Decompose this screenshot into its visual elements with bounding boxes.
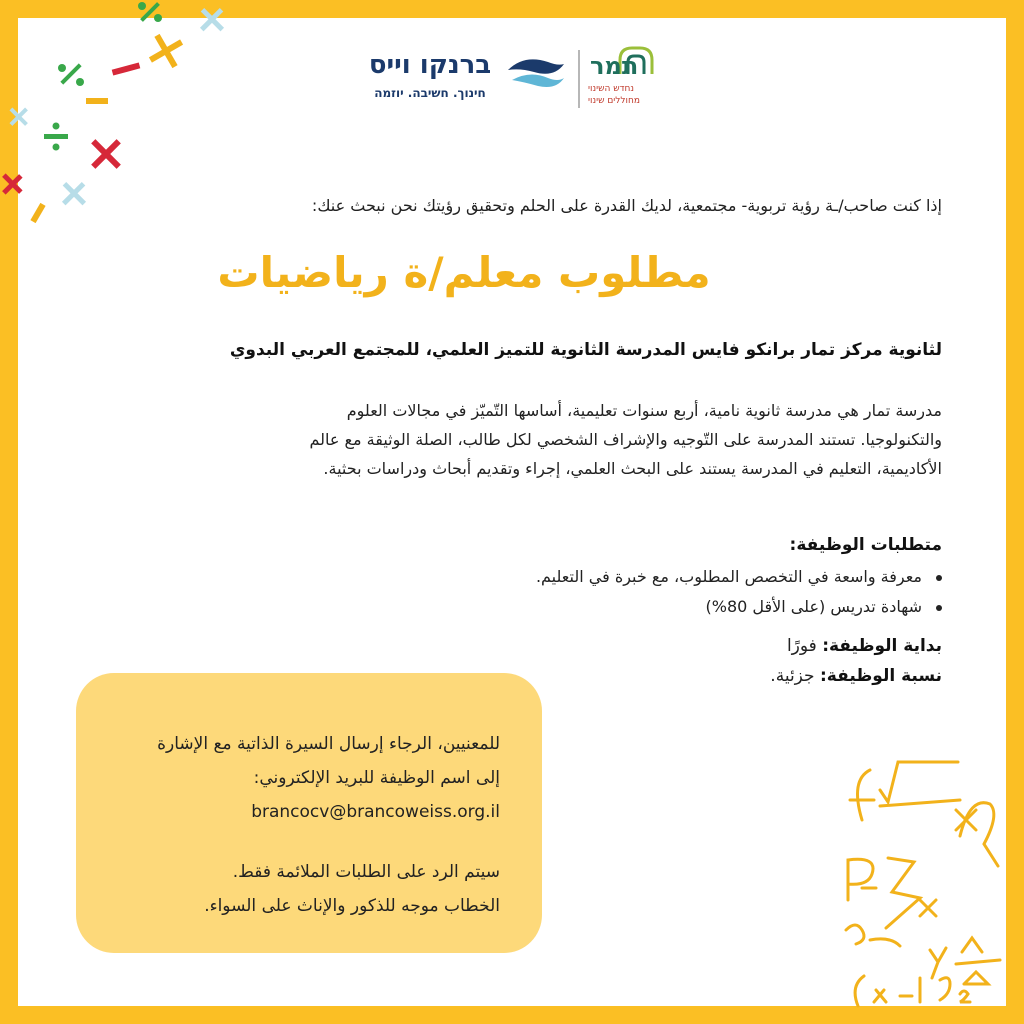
description-line: الأكاديمية، التعليم في المدرسة يستند على البحث العلمي، إجراء وتقديم أبحاث ودراسات بحثية. — [323, 459, 942, 478]
bullet-icon — [936, 575, 942, 581]
description-line: مدرسة تمار هي مدرسة ثانوية نامية، أربع سنوات تعليمية، أساسها التّميّز في مجالات العلوم — [346, 401, 942, 420]
list-item: شهادة تدريس (على الأقل 80%) — [382, 592, 942, 622]
job-scope-value: جزئية. — [770, 666, 815, 686]
requirements-heading: متطلبات الوظيفة: — [789, 535, 942, 555]
school-subtitle: لثانوية مركز تمار برانكو فايس المدرسة الثانوية للتميز العلمي، للمجتمع العربي البدوي — [229, 340, 942, 360]
job-start-label: بداية الوظيفة: — [822, 636, 942, 656]
wave-icon — [506, 54, 566, 94]
job-scope — [542, 666, 942, 686]
tamar-logo — [586, 46, 660, 112]
job-start — [542, 636, 942, 656]
logos-header — [360, 44, 660, 116]
job-scope-label: نسبة الوظيفة: — [819, 666, 942, 686]
contact-line: إلى اسم الوظيفة للبريد الإلكتروني: — [253, 768, 500, 788]
branco-weiss-tagline: חינוך. חשיבה. יוזמה — [374, 86, 486, 100]
contact-line: للمعنيين، الرجاء إرسال السيرة الذاتية مع الإشارة — [157, 734, 500, 754]
intro-text: إذا كنت صاحب/ـة رؤية تربوية- مجتمعية، لديك القدرة على الحلم وتحقيق رؤيتك نحن نبحث عنك: — [311, 196, 942, 215]
description-line: والتكنولوجيا. تستند المدرسة على التّوجيه والإشراف الشخصي لكل طالب، الصلة الوثيقة مع عالم — [309, 430, 942, 449]
tamar-subtitle-2: מחוללים שינוי — [588, 96, 640, 106]
job-start-value: فورًا — [786, 636, 817, 656]
contact-line: سيتم الرد على الطلبات الملائمة فقط. — [232, 862, 500, 882]
branco-weiss-name: ברנקו וייס — [368, 50, 492, 80]
page-title: مطلوب معلم/ة رياضيات — [217, 248, 711, 297]
tamar-name: תמר — [590, 52, 639, 80]
tamar-subtitle: נחדש השינוי — [588, 84, 634, 94]
logo-divider — [578, 50, 580, 108]
school-description — [102, 396, 942, 483]
spacer — [100, 829, 500, 855]
requirements-list — [382, 562, 942, 622]
list-item: معرفة واسعة في التخصص المطلوب، مع خبرة في التعليم. — [382, 562, 942, 592]
contact-email[interactable]: brancocv@brancoweiss.org.il — [251, 802, 500, 822]
contact-text — [100, 727, 500, 923]
contact-line: الخطاب موجه للذكور والإناث على السواء. — [204, 896, 500, 916]
contact-box — [76, 673, 542, 953]
branco-weiss-logo — [360, 50, 580, 112]
bullet-icon — [936, 605, 942, 611]
